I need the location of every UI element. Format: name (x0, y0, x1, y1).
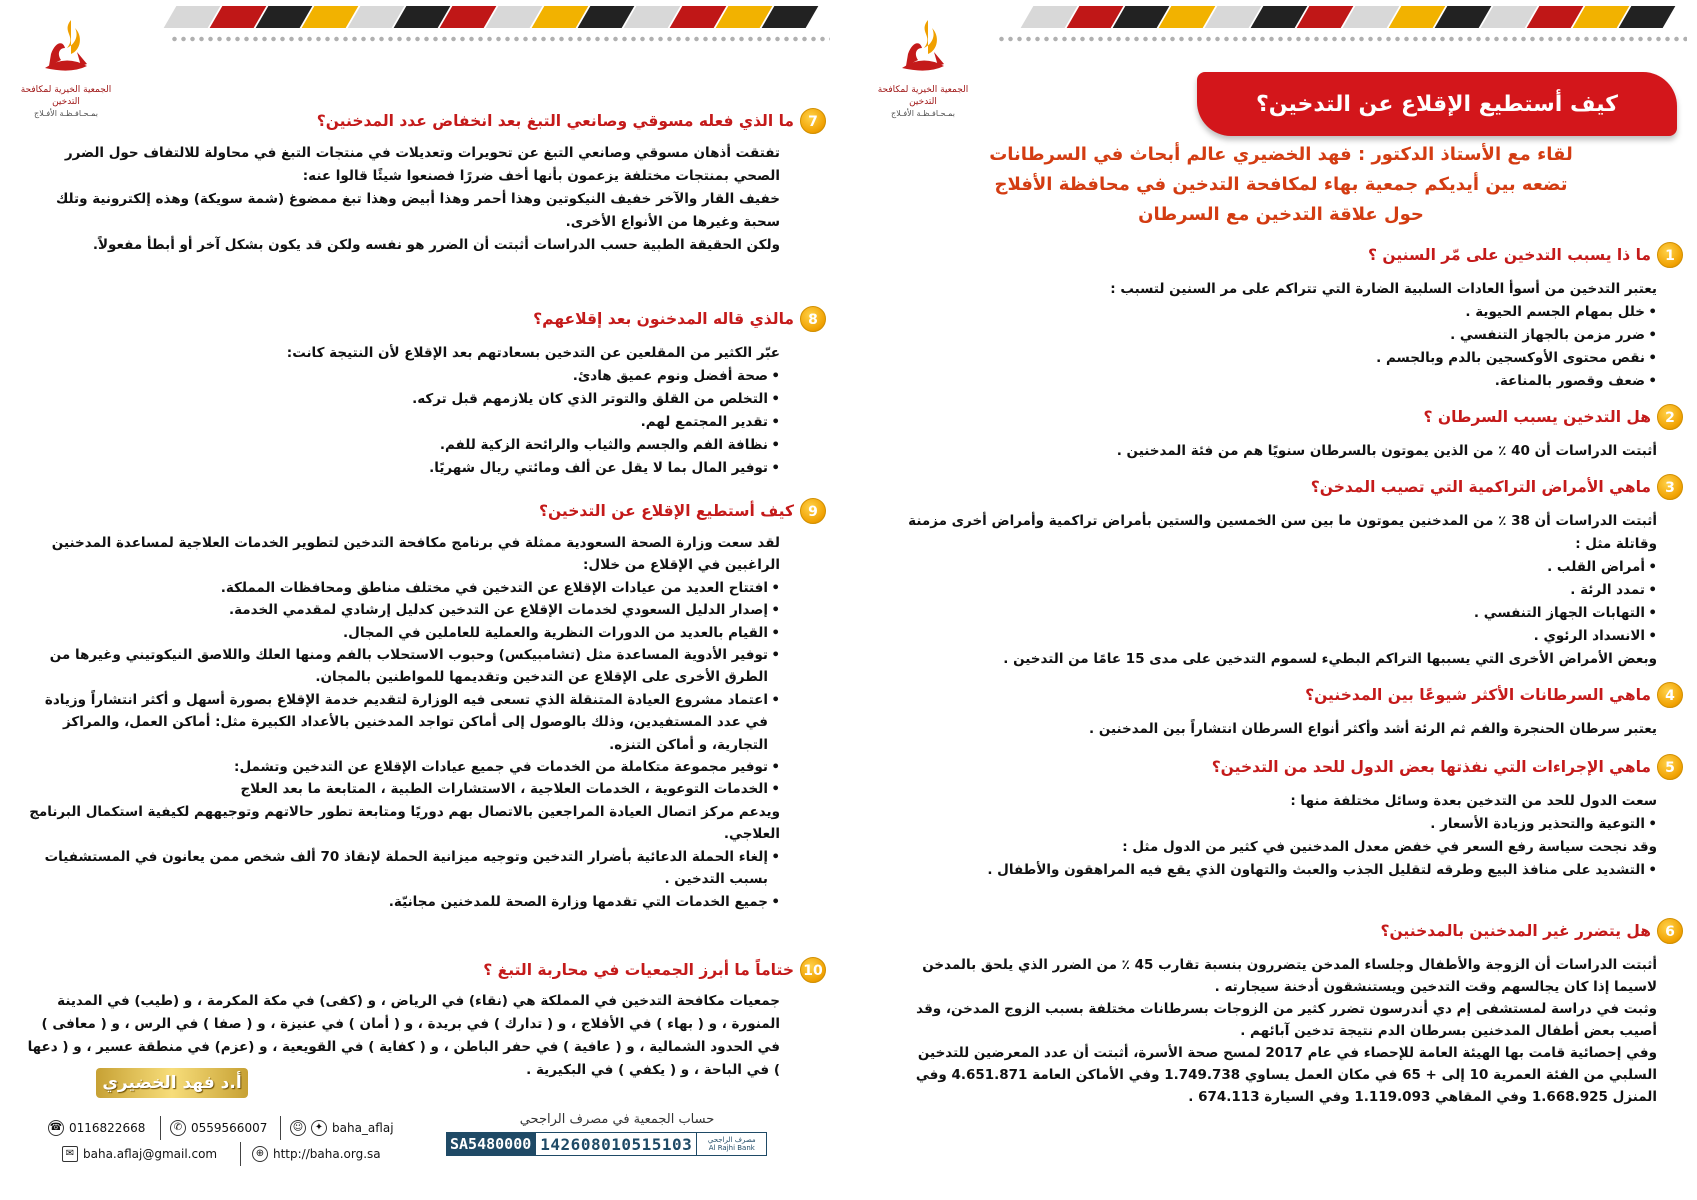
section-title: ما ذا يسبب التدخين على مّر السنين ؟ (1368, 246, 1651, 264)
flame-logo-icon (31, 14, 101, 84)
section-3-body (877, 510, 1657, 671)
email-address: baha.aflaj@gmail.com (83, 1147, 218, 1161)
paragraph: جمعيات مكافحة التدخين في المملكة هي (نقاء) في الرياض ، و (كفى) في مكة المكرمة ، و (طيب) في المدينة المنورة ، و ( بهاء ) في الأفلاج ، و ( تدارك ) في بريدة ، و ( أمان ) في عنيزة ، و ( صفا ) في الرس ، و ( معافى ) في الحدود الشمالية ، و ( عافية ) في حفر الباطن ، و ( كفاية ) في القويعية ، و (عزم) في منطقة عسير ، و ( دعها ) في الباحة ، و ( يكفي ) في البكيرية . (27, 993, 780, 1078)
paragraph: يعتبر التدخين من أسوأ العادات السلبية الضارة التي تتراكم على مر السنين لتسبب : (1110, 281, 1657, 297)
iban-prefix: SA5480000 (446, 1132, 535, 1156)
list-item: • الانسداد الرئوي . (877, 625, 1657, 648)
bank-logo (697, 1132, 767, 1156)
section-4-heading (1305, 682, 1683, 708)
section-5-heading (1212, 754, 1683, 780)
paragraph: وبعض الأمراض الأخرى التي يسببها التراكم البطيء لسموم التدخين على مدى 15 عامًا من التدخين . (1003, 651, 1657, 667)
section-7-body (20, 142, 780, 257)
paragraph: تفتقت أذهان مسوقي وصانعي التبغ عن تحويرات وتعديلات في منتجات التبغ في محاولة للالتفاف حول الضرر الصحي بمنتجات مختلفة يزعمون بأنها أخف ضررًا فصنعوا شيئًا قالوا عنه: (64, 145, 780, 184)
social-handle: baha_aflaj (332, 1121, 394, 1135)
intro-line: حول علاقة التدخين مع السرطان (1138, 204, 1424, 225)
section-title: مالذي قاله المدخنون بعد إقلاعهم؟ (533, 310, 794, 328)
list-item: • صحة أفضل ونوم عميق هادئ. (20, 365, 780, 388)
dotted-line (997, 36, 1687, 42)
top-stripe (1027, 6, 1671, 28)
list-item: • توفير مجموعة متكاملة من الخدمات في جميع عيادات الإقلاع عن التدخين وتشمل: (20, 756, 780, 778)
bullet-list (20, 577, 780, 801)
bullet-list (20, 365, 780, 480)
list-item: • ضرر مزمن بالجهاز التنفسي . (877, 324, 1657, 347)
bullet-list (877, 556, 1657, 648)
section-number: 4 (1657, 682, 1683, 708)
list-item: • جميع الخدمات التي تقدمها وزارة الصحة للمدخنين مجانيّة. (20, 891, 780, 913)
section-1-heading (1368, 242, 1683, 268)
right-page (857, 0, 1697, 1200)
email-icon: ✉ (62, 1146, 78, 1162)
phone-number: 0116822668 (69, 1121, 146, 1135)
section-10-heading (483, 957, 826, 983)
section-number: 8 (800, 306, 826, 332)
author-name: أ.د فهد الخضيري (102, 1073, 242, 1093)
section-9-body (20, 532, 780, 913)
section-2-heading (1423, 404, 1683, 430)
section-number: 10 (800, 957, 826, 983)
section-6-body (877, 954, 1657, 1108)
paragraph: وقد نجحت سياسة رفع السعر في خفض معدل المدخنين في كثير من الدول مثل : (1122, 839, 1657, 855)
list-item: • افتتاح العديد من عيادات الإقلاع عن التدخين في مختلف مناطق ومحافظات المملكة. (20, 577, 780, 599)
list-item: • خلل بمهام الجسم الحيوية . (877, 301, 1657, 324)
list-item: • نظافة الفم والجسم والثياب والرائحة الزكية للفم. (20, 434, 780, 457)
bank-account-title: حساب الجمعية في مصرف الراجحي (519, 1112, 715, 1127)
banner-title: كيف أستطيع الإقلاع عن التدخين؟ (1256, 91, 1618, 117)
section-number: 2 (1657, 404, 1683, 430)
whatsapp-number: 0559566007 (191, 1121, 268, 1135)
email-contact[interactable] (62, 1146, 217, 1162)
whatsapp-contact[interactable] (170, 1120, 267, 1136)
section-title: ختاماً ما أبرز الجمعيات في محاربة التبغ ؟ (483, 961, 794, 979)
section-number: 3 (1657, 474, 1683, 500)
list-item: • التوعية والتحذير وزيادة الأسعار . (877, 813, 1657, 836)
section-title: هل يتضرر غير المدخنين بالمدخنين؟ (1380, 922, 1651, 940)
paragraph: أثبتت الدراسات أن 38 ٪ من المدخنين يموتون ما بين سن الخمسين والستين بأمراض تراكمية وأمراض أخرى مزمنة وقاتلة مثل : (908, 513, 1657, 552)
paragraph: يعتبر سرطان الحنجرة والفم ثم الرئة أشد وأكثر أنواع السرطان انتشاراً بين المدخنين . (1089, 721, 1657, 737)
website-url: http://baha.org.sa (273, 1147, 381, 1161)
paragraph: أثبتت الدراسات أن 40 ٪ من الذين يموتون بالسرطان سنويًا هم من فئة المدخنين . (1116, 443, 1657, 459)
section-number: 7 (800, 108, 826, 134)
list-item: • القيام بالعديد من الدورات النظرية والعملية للعاملين في المجال. (20, 622, 780, 644)
list-item: • إصدار الدليل السعودي لخدمات الإقلاع عن التدخين كدليل إرشادي لمقدمي الخدمة. (20, 599, 780, 621)
section-2-body (877, 440, 1657, 463)
list-item: • الخدمات التوعوية ، الخدمات العلاجية ، الاستشارات الطبية ، المتابعة ما بعد العلاج (20, 778, 780, 800)
org-region: بمـحـافـظـة الأفـلاج (891, 109, 955, 118)
bullet-list (877, 813, 1657, 836)
paragraph: سعت الدول للحد من التدخين بعدة وسائل مختلفة منها : (1290, 793, 1657, 809)
paragraph: ولكن الحقيقة الطبية حسب الدراسات أثبتت أن الضرر هو نفسه ولكن قد يكون بشكل آخر أو أبطأ مفعولاً. (92, 237, 780, 253)
bank-name-ar: مصرف الراجحي (707, 1136, 756, 1144)
section-number: 9 (800, 498, 826, 524)
org-name: الجمعية الخيرية لمكافحة التدخين (20, 85, 112, 107)
section-number: 6 (1657, 918, 1683, 944)
bullet-list (877, 301, 1657, 393)
social-contact[interactable] (290, 1120, 394, 1136)
twitter-icon: ✦ (311, 1120, 327, 1136)
list-item: • أمراض القلب . (877, 556, 1657, 579)
section-8-heading (533, 306, 826, 332)
list-item: • التخلص من القلق والتوتر الذي كان يلازمهم قبل تركه. (20, 388, 780, 411)
list-item: • توفير المال بما لا يقل عن ألف ومائتي ريال شهريًا. (20, 457, 780, 480)
paragraph: وفي إحصائية قامت بها الهيئة العامة للإحصاء في عام 2017 لمسح صحة الأسرة، أثبتت أن عدد المعرضين للتدخين السلبي من الفئة العمرية 10 إلى + 65 في مكان العمل يساوي 1.749.738 وفي الأماكن العامة 4.651.871 وفي المنزل 1.668.925 وفي المقاهي 1.119.093 وفي السيارة 674.113 . (915, 1045, 1657, 1105)
flame-logo-icon (888, 14, 958, 84)
dotted-line (170, 36, 830, 42)
list-item: • نقص محتوى الأوكسجين بالدم وبالجسم . (877, 347, 1657, 370)
paragraph: وثبت في دراسة لمستشفى إم دي أندرسون تضرر كثير من الزوجات بسرطانات مختلفة بسبب الزوج المدخن، وقد أصيب بعض أطفال المدخنين بسرطان الدم نتيجة تدخين آبائهم . (916, 1001, 1657, 1039)
left-page (0, 0, 840, 1200)
website-contact[interactable] (252, 1146, 381, 1162)
list-item: • توفير الأدوية المساعدة مثل (تشامبيكس) وحبوب الاستحلاب بالفم ومنها العلك واللاصق النيكوتيني وغيرها من الطرق الأخرى على الإقلاع عن التدخين وتقديمها للمواطنين بالمجان. (20, 644, 780, 689)
page-gap (840, 0, 857, 1200)
list-item: • تقدير المجتمع لهم. (20, 411, 780, 434)
bank-name-en: Al Rajhi Bank (708, 1144, 755, 1152)
paragraph: لقد سعت وزارة الصحة السعودية ممثلة في برنامج مكافحة التدخين لتطوير الخدمات العلاجية لمساعدة المدخنين الراغبين في الإقلاع من خلال: (51, 535, 780, 574)
paragraph: أثبتت الدراسات أن الزوجة والأطفال وجلساء المدخن يتضررون بنسبة تقارب 45 ٪ من الضرر الذي يلحق بالمدخن لاسيما إذا كان يجالسهم وقت التدخين ويستنشقون أدخنة سيجارته . (922, 957, 1657, 995)
phone-icon: ☎ (48, 1120, 64, 1136)
section-title: ماهي السرطانات الأكثر شيوعًا بين المدخنين؟ (1305, 686, 1651, 704)
section-5-body (877, 790, 1657, 882)
bullet-list (877, 859, 1657, 882)
separator (280, 1116, 281, 1140)
phone-contact[interactable] (48, 1120, 145, 1136)
list-item: • إلغاء الحملة الدعائية بأضرار التدخين وتوجيه ميزانية الحملة لإنقاذ 70 ألف شخص ممن يعانون في المستشفيات بسبب التدخين . (20, 846, 780, 891)
list-item: • التهابات الجهاز التنفسي . (877, 602, 1657, 625)
separator (240, 1142, 241, 1166)
section-title: ما الذي فعله مسوقي وصانعي التبغ بعد انخفاض عدد المدخنين؟ (316, 112, 794, 130)
intro-text (881, 140, 1681, 230)
section-4-body (877, 718, 1657, 741)
bullet-list (20, 846, 780, 913)
section-title: كيف أستطيع الإقلاع عن التدخين؟ (538, 502, 794, 520)
logo (18, 14, 114, 124)
org-name: الجمعية الخيرية لمكافحة التدخين (877, 85, 969, 107)
top-stripe (170, 6, 814, 28)
section-title: ماهي الأمراض التراكمية التي تصيب المدخن؟ (1310, 478, 1651, 496)
logo (875, 14, 971, 124)
title-banner (1197, 72, 1677, 136)
section-3-heading (1311, 474, 1683, 500)
section-9-heading (539, 498, 826, 524)
section-7-heading (317, 108, 826, 134)
section-number: 1 (1657, 242, 1683, 268)
section-number: 5 (1657, 754, 1683, 780)
list-item: • تمدد الرئة . (877, 579, 1657, 602)
list-item: • اعتماد مشروع العيادة المتنقلة الذي تسعى فيه الوزارة لتقديم خدمة الإقلاع بصورة أسهل و أكثر انتشاراً وزيادة في عدد المستفيدين، وذلك بالوصول إلى أماكن تواجد المدخنين بالأعداد الكبيرة مثل: أماكن العمل، والمراكز التجارية، و أماكن التنزه. (20, 689, 780, 756)
intro-line: تضعه بين أيديكم جمعية بهاء لمكافحة التدخين في محافظة الأفلاج (994, 174, 1568, 195)
section-8-body (20, 342, 780, 480)
list-item: • التشديد على منافذ البيع وطرقه لتقليل الجذب والعبث والتهاون الذي يقع فيه المراهقون والأطفال . (877, 859, 1657, 882)
iban-box (446, 1132, 767, 1156)
section-1-body (877, 278, 1657, 393)
section-title: هل التدخين يسبب السرطان ؟ (1423, 408, 1651, 426)
paragraph: خفيف القار والآخر خفيف النيكوتين وهذا أحمر وهذا أبيض وهذا تبغ ممضوغ (شمة سويكة) وهذه إلكترونية وتلك سحبة وغيرها من الأنواع الأخرى. (55, 191, 780, 230)
globe-icon: ⊕ (252, 1146, 268, 1162)
separator (160, 1116, 161, 1140)
snapchat-icon: ☺ (290, 1120, 306, 1136)
list-item: • ضعف وقصور بالمناعة. (877, 370, 1657, 393)
paragraph: ويدعم مركز اتصال العيادة المراجعين بالاتصال بهم دوريًا ومتابعة تطور حالاتهم وتوجيههم لكيفية استكمال البرنامج العلاجي. (29, 803, 780, 843)
iban-number: 142608010515103 (535, 1132, 697, 1156)
section-title: ماهي الإجراءات التي نفذتها بعض الدول للحد من التدخين؟ (1211, 758, 1651, 776)
section-6-heading (1380, 918, 1683, 944)
paragraph: عبّر الكثير من المقلعين عن التدخين بسعادتهم بعد الإقلاع لأن النتيجة كانت: (286, 345, 780, 361)
whatsapp-icon: ✆ (170, 1120, 186, 1136)
author-badge (96, 1068, 248, 1098)
intro-line: لقاء مع الأستاذ الدكتور : فهد الخضيري عالم أبحاث في السرطانات (989, 144, 1573, 165)
org-region: بمـحـافـظـة الأفـلاج (34, 109, 98, 118)
